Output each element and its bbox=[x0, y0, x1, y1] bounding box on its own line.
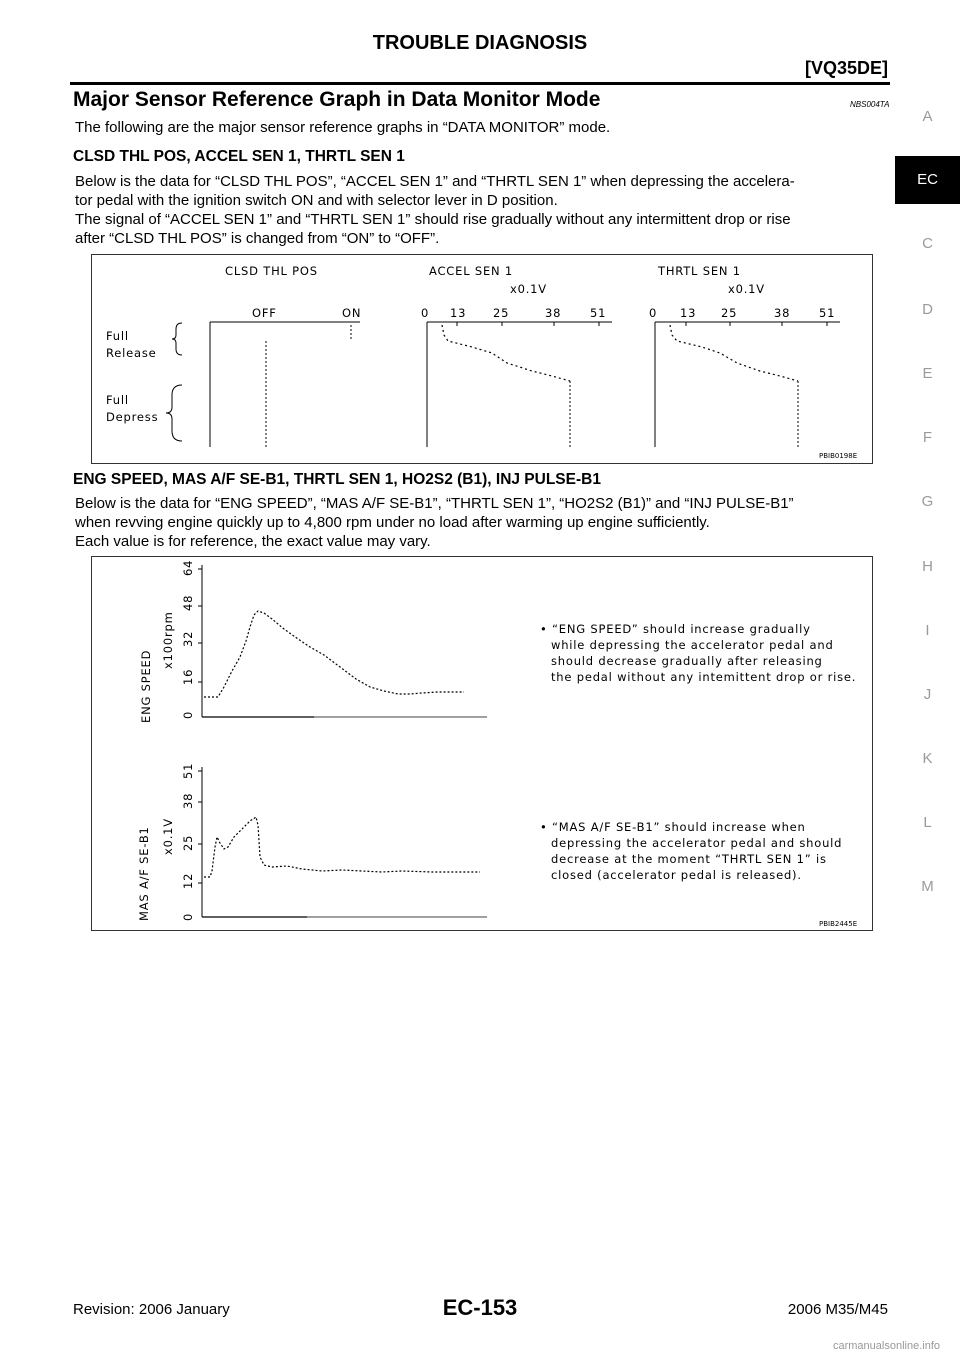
note-eng-speed: • “ENG SPEED” should increase gradually bbox=[540, 622, 811, 636]
tab-m[interactable]: M bbox=[921, 878, 934, 895]
figure-pedal-signals-graphic bbox=[92, 255, 872, 463]
footer-model: 2006 M35/M45 bbox=[787, 1301, 888, 1318]
maf-unit: x0.1V bbox=[161, 818, 175, 855]
col2-ticks bbox=[457, 322, 599, 326]
col3-tick-label: 13 bbox=[680, 306, 697, 320]
text-line: Below is the data for “ENG SPEED”, “MAS A/F SE-B1”, “THRTL SEN 1”, “HO2S2 (B1)” and “INJ PULSE-B1” bbox=[75, 495, 794, 512]
depress-brace bbox=[166, 385, 182, 441]
figure-rev-signals bbox=[91, 556, 873, 931]
tab-e[interactable]: E bbox=[922, 365, 933, 382]
tab-l[interactable]: L bbox=[923, 814, 932, 831]
col3-unit: x0.1V bbox=[728, 282, 765, 296]
text-line: The signal of “ACCEL SEN 1” and “THRTL SEN 1” should rise gradually without any intermittent drop or rise bbox=[75, 211, 791, 228]
figure-rev-signals-graphic bbox=[92, 557, 872, 930]
text-line: Each value is for reference, the exact value may vary. bbox=[75, 533, 431, 550]
maf-y-ticks bbox=[198, 771, 202, 883]
col3-title: THRTL SEN 1 bbox=[658, 264, 741, 278]
eng-tick-label: 64 bbox=[181, 559, 195, 576]
accel-sen-trace bbox=[442, 325, 570, 381]
note-eng-speed: the pedal without any intemittent drop or rise. bbox=[551, 670, 857, 684]
maf-label: MAS A/F SE-B1 bbox=[137, 826, 151, 921]
maf-tick-label: 0 bbox=[181, 912, 195, 921]
figure-code: PBIB0198E bbox=[819, 452, 858, 460]
col3-tick-label: 0 bbox=[649, 306, 658, 320]
col2-tick-label: 25 bbox=[493, 306, 510, 320]
maf-trace bbox=[204, 817, 480, 877]
page-number: EC-153 bbox=[442, 1295, 518, 1320]
col2-tick-label: 0 bbox=[421, 306, 430, 320]
eng-speed-label: ENG SPEED bbox=[139, 649, 153, 723]
header-rule bbox=[70, 82, 890, 85]
section-code: NBS004TA bbox=[850, 100, 890, 109]
subsection-2-heading: ENG SPEED, MAS A/F SE-B1, THRTL SEN 1, HO2S2 (B1), INJ PULSE-B1 bbox=[73, 471, 601, 488]
text-line: when revving engine quickly up to 4,800 rpm under no load after warming up engine sufficiently. bbox=[75, 514, 710, 531]
figure-code: PBIB2445E bbox=[819, 920, 858, 928]
tab-h[interactable]: H bbox=[922, 558, 933, 575]
col2-tick-label: 38 bbox=[545, 306, 562, 320]
full-depress-label: Depress bbox=[106, 410, 159, 424]
engine-model-label: [VQ35DE] bbox=[804, 58, 888, 78]
watermark: carmanualsonline.info bbox=[832, 1340, 940, 1352]
off-label: OFF bbox=[252, 306, 277, 320]
col2-title: ACCEL SEN 1 bbox=[429, 264, 513, 278]
col1-title: CLSD THL POS bbox=[225, 264, 318, 278]
full-depress-label: Full bbox=[106, 393, 129, 407]
tab-k[interactable]: K bbox=[922, 750, 933, 767]
note-maf: • “MAS A/F SE-B1” should increase when bbox=[540, 820, 806, 834]
col3-tick-label: 38 bbox=[774, 306, 791, 320]
eng-y-ticks bbox=[198, 569, 202, 682]
tab-g[interactable]: G bbox=[921, 493, 934, 510]
figure-pedal-signals bbox=[91, 254, 873, 464]
col2-tick-label: 51 bbox=[590, 306, 607, 320]
release-brace bbox=[172, 323, 182, 355]
maf-tick-label: 51 bbox=[181, 762, 195, 779]
col3-tick-label: 51 bbox=[819, 306, 836, 320]
eng-speed-trace bbox=[204, 611, 464, 697]
subsection-1-heading: CLSD THL POS, ACCEL SEN 1, THRTL SEN 1 bbox=[73, 148, 405, 165]
tab-a[interactable]: A bbox=[922, 108, 933, 125]
note-maf: depressing the accelerator pedal and should bbox=[551, 836, 843, 850]
full-release-label: Release bbox=[106, 346, 157, 360]
eng-tick-label: 0 bbox=[181, 710, 195, 719]
col2-unit: x0.1V bbox=[510, 282, 547, 296]
text-line: tor pedal with the ignition switch ON and with selector lever in D position. bbox=[75, 192, 558, 209]
eng-speed-unit: x100rpm bbox=[161, 611, 175, 669]
subsection-2-text bbox=[75, 494, 890, 551]
tab-c[interactable]: C bbox=[922, 235, 933, 252]
eng-tick-label: 32 bbox=[181, 630, 195, 647]
note-eng-speed: should decrease gradually after releasing bbox=[551, 654, 823, 668]
tab-i[interactable]: I bbox=[925, 622, 930, 639]
note-eng-speed: while depressing the accelerator pedal and bbox=[551, 638, 834, 652]
subsection-1-text bbox=[75, 172, 890, 248]
note-maf: decrease at the moment “THRTL SEN 1” is bbox=[551, 852, 827, 866]
eng-tick-label: 48 bbox=[181, 594, 195, 611]
maf-tick-label: 38 bbox=[181, 792, 195, 809]
maf-tick-label: 12 bbox=[181, 872, 195, 889]
note-maf: closed (accelerator pedal is released). bbox=[551, 868, 802, 882]
tab-f[interactable]: F bbox=[922, 429, 933, 446]
col3-tick-label: 25 bbox=[721, 306, 738, 320]
maf-tick-label: 25 bbox=[181, 834, 195, 851]
tab-j[interactable]: J bbox=[923, 686, 932, 703]
col2-tick-label: 13 bbox=[450, 306, 467, 320]
tab-ec[interactable]: EC bbox=[895, 156, 960, 204]
section-title: Major Sensor Reference Graph in Data Monitor Mode bbox=[73, 88, 601, 111]
tab-d[interactable]: D bbox=[922, 301, 933, 318]
col3-ticks bbox=[686, 322, 827, 326]
text-line: Below is the data for “CLSD THL POS”, “ACCEL SEN 1” and “THRTL SEN 1” when depressing the accelera- bbox=[75, 173, 795, 190]
eng-tick-label: 16 bbox=[181, 668, 195, 685]
text-line: after “CLSD THL POS” is changed from “ON” to “OFF”. bbox=[75, 230, 440, 247]
full-release-label: Full bbox=[106, 329, 129, 343]
section-intro: The following are the major sensor reference graphs in “DATA MONITOR” mode. bbox=[75, 119, 611, 136]
footer-revision: Revision: 2006 January bbox=[73, 1301, 230, 1318]
page-header-title: TROUBLE DIAGNOSIS bbox=[372, 32, 588, 54]
thrtl-sen-trace bbox=[670, 325, 798, 381]
on-label: ON bbox=[342, 306, 362, 320]
